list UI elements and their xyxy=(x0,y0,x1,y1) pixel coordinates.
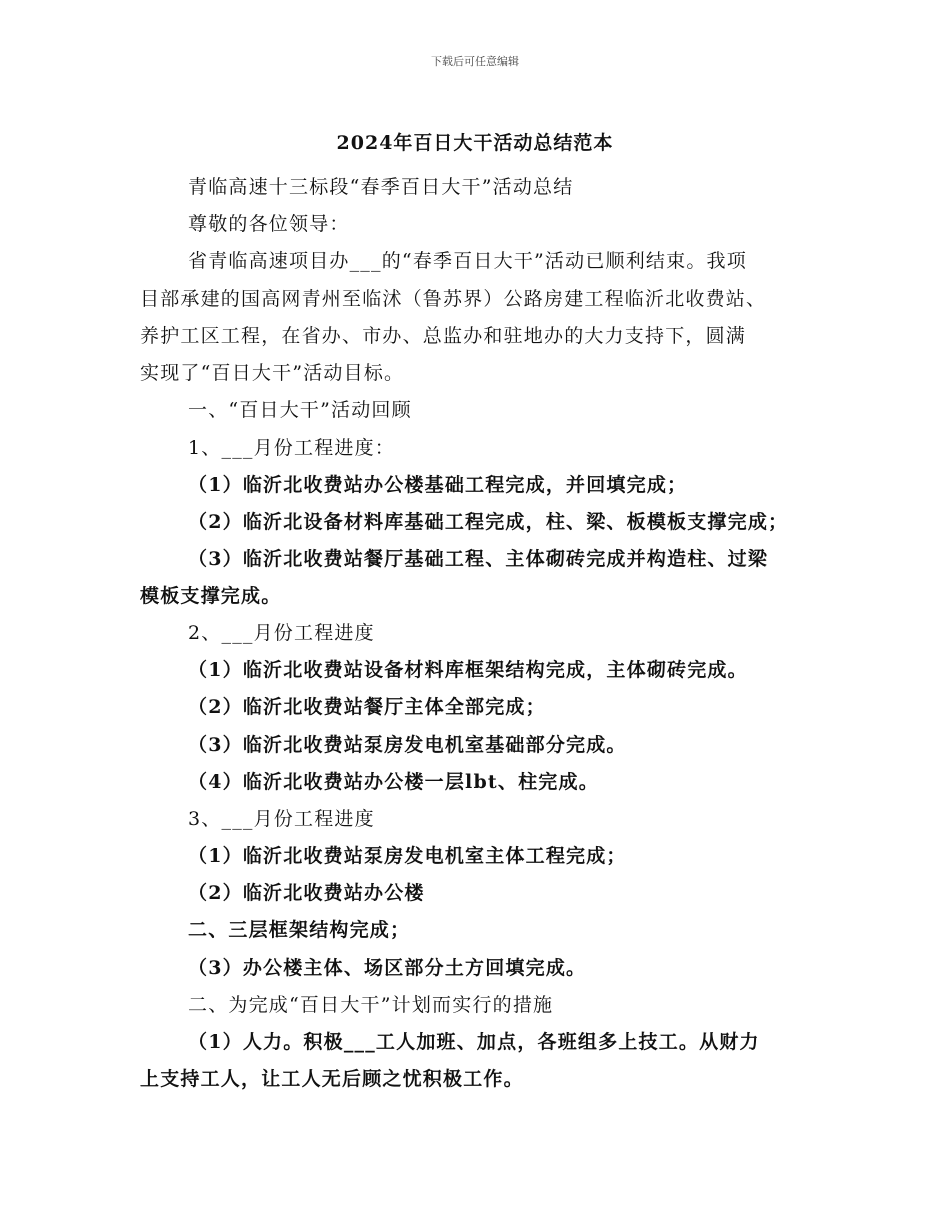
month-2-item-3: （3）临沂北收费站泵房发电机室基础部分完成。 xyxy=(188,734,627,756)
framework-completed-line: 二、三层框架结构完成； xyxy=(188,919,411,941)
month-3-item-1: （1）临沂北收费站泵房发电机室主体工程完成； xyxy=(188,845,627,867)
document-title: 2024年百日大干活动总结范本 xyxy=(336,132,614,154)
salutation: 尊敬的各位领导： xyxy=(188,213,350,235)
month-2-item-2: （2）临沂北收费站餐厅主体全部完成； xyxy=(188,696,546,718)
intro-line-4: 实现了“百日大干”活动目标。 xyxy=(140,362,405,384)
month-2-item-1: （1）临沂北收费站设备材料库框架结构完成，主体砌砖完成。 xyxy=(188,659,748,681)
month-2-heading: 2、___月份工程进度 xyxy=(188,622,375,644)
month-3-heading: 3、___月份工程进度 xyxy=(188,808,375,830)
section-heading-measures: 二、为完成“百日大干”计划而实行的措施 xyxy=(188,994,554,1016)
measure-line-2: 上支持工人，让工人无后顾之忧积极工作。 xyxy=(140,1068,524,1090)
section-heading-review: 一、“百日大干”活动回顾 xyxy=(188,399,412,421)
intro-line-1: 省青临高速项目办___的“春季百日大干”活动已顺利结束。我项 xyxy=(188,250,747,272)
month-1-item-3: （3）临沂北收费站餐厅基础工程、主体砌砖完成并构造柱、过梁 xyxy=(188,548,769,570)
intro-line-3: 养护工区工程，在省办、市办、总监办和驻地办的大力支持下，圆满 xyxy=(140,325,747,347)
month-1-item-3-cont: 模板支撑完成。 xyxy=(140,585,282,607)
month-2-item-4: （4）临沂北收费站办公楼一层lbt、柱完成。 xyxy=(188,771,599,793)
month-3-item-3: （3）办公楼主体、场区部分土方回填完成。 xyxy=(188,957,587,979)
month-1-item-2: （2）临沂北设备材料库基础工程完成，柱、梁、板模板支撑完成； xyxy=(188,511,789,533)
month-1-item-1: （1）临沂北收费站办公楼基础工程完成，并回填完成； xyxy=(188,474,688,496)
document-subtitle: 青临高速十三标段“春季百日大干”活动总结 xyxy=(188,176,574,198)
intro-line-2: 目部承建的国高网青州至临沭（鲁苏界）公路房建工程临沂北收费站、 xyxy=(140,288,767,310)
month-3-item-2: （2）临沂北收费站办公楼 xyxy=(188,882,425,904)
measure-line-1: （1）人力。积极___工人加班、加点，各班组多上技工。从财力 xyxy=(188,1031,760,1053)
month-1-heading: 1、___月份工程进度： xyxy=(188,437,395,459)
page-header-note: 下载后可任意编辑 xyxy=(431,55,519,68)
